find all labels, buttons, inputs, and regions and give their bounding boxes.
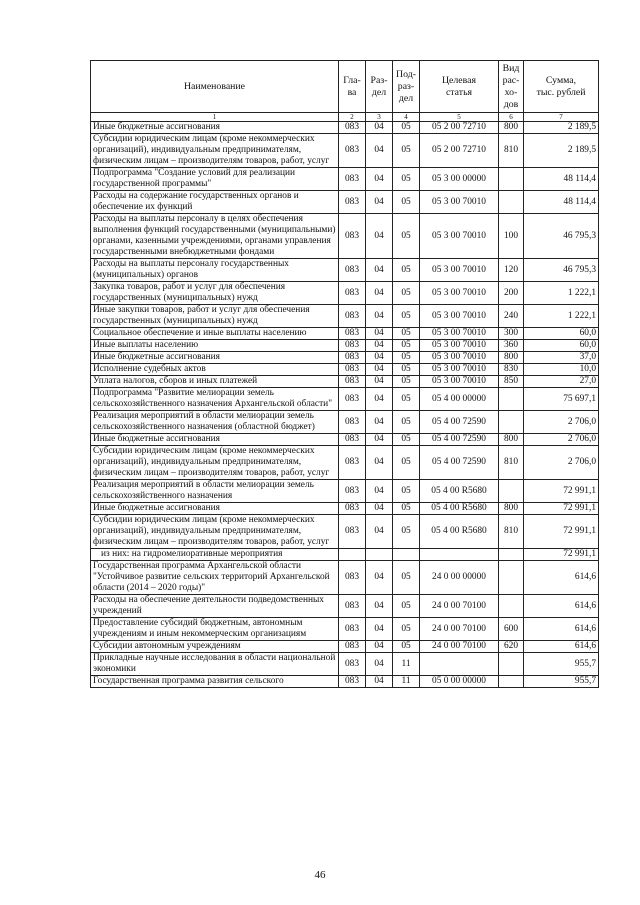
table-cell-podrazdel: 05 bbox=[393, 328, 420, 340]
table-row bbox=[91, 388, 599, 411]
table-cell-target: 05 4 00 R5680 bbox=[420, 503, 499, 515]
table-cell-name: Иные бюджетные ассигнования bbox=[91, 122, 339, 134]
table-row bbox=[91, 352, 599, 364]
header-sum: Сумма, тыс. рублей bbox=[524, 61, 599, 113]
table-cell-razdel: 04 bbox=[366, 503, 393, 515]
table-cell-name: Подпрограмма "Создание условий для реализации государственной программы" bbox=[91, 168, 339, 191]
table-cell-target: 05 3 00 70010 bbox=[420, 191, 499, 214]
table-cell-name: Иные бюджетные ассигнования bbox=[91, 434, 339, 446]
table-cell-vid: 120 bbox=[499, 259, 524, 282]
table-cell-name: Субсидии юридическим лицам (кроме некоммерческих организаций), индивидуальным предпринимателям, физическим лицам – производителям товаров, работ, услуг bbox=[91, 446, 339, 480]
table-cell-name: Субсидии юридическим лицам (кроме некоммерческих организаций), индивидуальным предпринимателям, физическим лицам – производителям товаров, работ, услуг bbox=[91, 134, 339, 168]
column-number: 5 bbox=[420, 113, 499, 122]
table-cell-sum: 60,0 bbox=[524, 340, 599, 352]
table-row bbox=[91, 595, 599, 618]
table-cell-podrazdel: 05 bbox=[393, 561, 420, 595]
table-cell-name: Уплата налогов, сборов и иных платежей bbox=[91, 376, 339, 388]
table-row bbox=[91, 446, 599, 480]
table-cell-razdel: 04 bbox=[366, 340, 393, 352]
table-cell-vid bbox=[499, 549, 524, 561]
table-cell-vid bbox=[499, 388, 524, 411]
table-cell-name: Иные бюджетные ассигнования bbox=[91, 352, 339, 364]
table-cell-vid: 810 bbox=[499, 134, 524, 168]
table-cell-sum: 614,6 bbox=[524, 595, 599, 618]
table-row bbox=[91, 503, 599, 515]
table-cell-vid bbox=[499, 595, 524, 618]
table-row bbox=[91, 259, 599, 282]
table-cell-name: Прикладные научные исследования в области национальной экономики bbox=[91, 653, 339, 676]
table-cell-sum: 72 991,1 bbox=[524, 480, 599, 503]
table-cell-sum: 72 991,1 bbox=[524, 515, 599, 549]
table-cell-glava: 083 bbox=[339, 328, 366, 340]
table-cell-vid bbox=[499, 653, 524, 676]
table-cell-glava: 083 bbox=[339, 411, 366, 434]
column-number: 6 bbox=[499, 113, 524, 122]
table-cell-podrazdel: 11 bbox=[393, 676, 420, 688]
table-cell-razdel: 04 bbox=[366, 595, 393, 618]
table-cell-vid: 240 bbox=[499, 305, 524, 328]
table-cell-vid: 800 bbox=[499, 503, 524, 515]
table-cell-glava: 083 bbox=[339, 259, 366, 282]
table-cell-glava: 083 bbox=[339, 134, 366, 168]
table-cell-name: Предоставление субсидий бюджетным, автономным учреждениям и иным некоммерческим организациям bbox=[91, 618, 339, 641]
table-cell-razdel: 04 bbox=[366, 134, 393, 168]
table-cell-razdel: 04 bbox=[366, 191, 393, 214]
table-cell-glava: 083 bbox=[339, 364, 366, 376]
table-cell-vid: 830 bbox=[499, 364, 524, 376]
table-cell-razdel: 04 bbox=[366, 446, 393, 480]
table-cell-podrazdel: 05 bbox=[393, 259, 420, 282]
header-row bbox=[91, 61, 599, 113]
table-cell-vid: 800 bbox=[499, 434, 524, 446]
table-cell-target: 05 4 00 R5680 bbox=[420, 515, 499, 549]
table-cell-name: Иные бюджетные ассигнования bbox=[91, 503, 339, 515]
table-cell-vid: 600 bbox=[499, 618, 524, 641]
column-number: 2 bbox=[339, 113, 366, 122]
table-cell-razdel: 04 bbox=[366, 480, 393, 503]
header-vid: Вид рас- хо- дов bbox=[499, 61, 524, 113]
table-cell-razdel: 04 bbox=[366, 376, 393, 388]
table-cell-sum: 48 114,4 bbox=[524, 168, 599, 191]
table-cell-target: 05 3 00 70010 bbox=[420, 364, 499, 376]
table-cell-target: 24 0 00 70100 bbox=[420, 618, 499, 641]
table-row bbox=[91, 340, 599, 352]
table-cell-sum: 2 706,0 bbox=[524, 411, 599, 434]
table-cell-sum: 614,6 bbox=[524, 641, 599, 653]
table-cell-podrazdel: 05 bbox=[393, 446, 420, 480]
table-cell-sum: 10,0 bbox=[524, 364, 599, 376]
table-cell-target: 05 3 00 00000 bbox=[420, 168, 499, 191]
table-row bbox=[91, 376, 599, 388]
table-cell-name: Закупка товаров, работ и услуг для обеспечения государственных (муниципальных) нужд bbox=[91, 282, 339, 305]
table-cell-podrazdel: 05 bbox=[393, 134, 420, 168]
table-cell-target: 05 4 00 72590 bbox=[420, 411, 499, 434]
column-number: 4 bbox=[393, 113, 420, 122]
table-cell-vid bbox=[499, 191, 524, 214]
table-row bbox=[91, 411, 599, 434]
table-cell-sum: 614,6 bbox=[524, 618, 599, 641]
table-cell-name: Реализация мероприятий в области мелиорации земель сельскохозяйственного назначения bbox=[91, 480, 339, 503]
table-cell-target: 05 2 00 72710 bbox=[420, 122, 499, 134]
table-row bbox=[91, 282, 599, 305]
table-cell-podrazdel: 05 bbox=[393, 376, 420, 388]
table-cell-glava: 083 bbox=[339, 561, 366, 595]
table-cell-podrazdel: 05 bbox=[393, 515, 420, 549]
table-cell-razdel bbox=[366, 549, 393, 561]
table-cell-glava bbox=[339, 549, 366, 561]
table-row bbox=[91, 561, 599, 595]
table-cell-vid bbox=[499, 168, 524, 191]
table-cell-sum: 2 706,0 bbox=[524, 446, 599, 480]
table-cell-sum: 75 697,1 bbox=[524, 388, 599, 411]
table-cell-podrazdel: 05 bbox=[393, 434, 420, 446]
table-cell-sum: 955,7 bbox=[524, 653, 599, 676]
table-cell-name: Исполнение судебных актов bbox=[91, 364, 339, 376]
table-cell-podrazdel: 11 bbox=[393, 653, 420, 676]
table-cell-target: 05 2 00 72710 bbox=[420, 134, 499, 168]
table-cell-vid bbox=[499, 411, 524, 434]
table-cell-glava: 083 bbox=[339, 641, 366, 653]
table-cell-glava: 083 bbox=[339, 446, 366, 480]
table-cell-target: 05 3 00 70010 bbox=[420, 328, 499, 340]
table-cell-glava: 083 bbox=[339, 122, 366, 134]
table-cell-vid: 360 bbox=[499, 340, 524, 352]
table-cell-glava: 083 bbox=[339, 340, 366, 352]
table-cell-razdel: 04 bbox=[366, 364, 393, 376]
table-cell-name: Иные выплаты населению bbox=[91, 340, 339, 352]
table-cell-vid: 800 bbox=[499, 352, 524, 364]
table-cell-name: Государственная программа Архангельской области "Устойчивое развитие сельских территорий Архангельской области (2014 – 2020 годы)" bbox=[91, 561, 339, 595]
table-cell-podrazdel: 05 bbox=[393, 388, 420, 411]
table-cell-name: Расходы на выплаты персоналу государственных (муниципальных) органов bbox=[91, 259, 339, 282]
table-cell-glava: 083 bbox=[339, 191, 366, 214]
table-cell-podrazdel: 05 bbox=[393, 122, 420, 134]
table-cell-target: 05 3 00 70010 bbox=[420, 376, 499, 388]
table-cell-name: Подпрограмма "Развитие мелиорации земель сельскохозяйственного назначения Архангельской области" bbox=[91, 388, 339, 411]
table-cell-vid: 200 bbox=[499, 282, 524, 305]
table-cell-sum: 2 706,0 bbox=[524, 434, 599, 446]
table-cell-target: 05 4 00 R5680 bbox=[420, 480, 499, 503]
table-cell-sum: 614,6 bbox=[524, 561, 599, 595]
table-cell-glava: 083 bbox=[339, 480, 366, 503]
header-podrazdel: Под- раз- дел bbox=[393, 61, 420, 113]
table-cell-podrazdel: 05 bbox=[393, 503, 420, 515]
table-cell-sum: 48 114,4 bbox=[524, 191, 599, 214]
column-number: 3 bbox=[366, 113, 393, 122]
table-cell-vid bbox=[499, 480, 524, 503]
table-row bbox=[91, 328, 599, 340]
table-cell-sum: 1 222,1 bbox=[524, 282, 599, 305]
budget-table bbox=[90, 60, 599, 688]
table-row bbox=[91, 191, 599, 214]
table-cell-target: 24 0 00 00000 bbox=[420, 561, 499, 595]
table-cell-target bbox=[420, 549, 499, 561]
table-cell-target: 05 3 00 70010 bbox=[420, 352, 499, 364]
table-cell-name: из них: на гидромелиоративные мероприятия bbox=[91, 549, 339, 561]
column-number: 7 bbox=[524, 113, 599, 122]
table-row bbox=[91, 480, 599, 503]
table-row bbox=[91, 134, 599, 168]
table-cell-razdel: 04 bbox=[366, 641, 393, 653]
table-cell-target: 05 0 00 00000 bbox=[420, 676, 499, 688]
table-cell-name: Социальное обеспечение и иные выплаты населению bbox=[91, 328, 339, 340]
table-cell-razdel: 04 bbox=[366, 411, 393, 434]
table-row bbox=[91, 305, 599, 328]
table-cell-razdel: 04 bbox=[366, 328, 393, 340]
table-cell-podrazdel: 05 bbox=[393, 191, 420, 214]
table-cell-razdel: 04 bbox=[366, 653, 393, 676]
table-cell-sum: 72 991,1 bbox=[524, 503, 599, 515]
table-cell-podrazdel: 05 bbox=[393, 411, 420, 434]
header-target: Целевая статья bbox=[420, 61, 499, 113]
table-row bbox=[91, 641, 599, 653]
table-cell-sum: 955,7 bbox=[524, 676, 599, 688]
table-cell-razdel: 04 bbox=[366, 168, 393, 191]
header-razdel: Раз- дел bbox=[366, 61, 393, 113]
table-cell-razdel: 04 bbox=[366, 515, 393, 549]
table-cell-sum: 46 795,3 bbox=[524, 259, 599, 282]
table-cell-vid: 100 bbox=[499, 214, 524, 259]
table-cell-target: 24 0 00 70100 bbox=[420, 641, 499, 653]
table-cell-name: Иные закупки товаров, работ и услуг для обеспечения государственных (муниципальных) нужд bbox=[91, 305, 339, 328]
table-cell-target: 05 4 00 00000 bbox=[420, 388, 499, 411]
table-cell-sum: 46 795,3 bbox=[524, 214, 599, 259]
table-cell-glava: 083 bbox=[339, 305, 366, 328]
table-row bbox=[91, 434, 599, 446]
table-cell-target: 05 4 00 72590 bbox=[420, 434, 499, 446]
table-cell-podrazdel: 05 bbox=[393, 352, 420, 364]
table-cell-razdel: 04 bbox=[366, 305, 393, 328]
table-cell-podrazdel: 05 bbox=[393, 618, 420, 641]
table-cell-vid bbox=[499, 676, 524, 688]
table-cell-razdel: 04 bbox=[366, 214, 393, 259]
table-cell-glava: 083 bbox=[339, 515, 366, 549]
table-cell-podrazdel bbox=[393, 549, 420, 561]
table-cell-podrazdel: 05 bbox=[393, 595, 420, 618]
table-row bbox=[91, 168, 599, 191]
table-cell-razdel: 04 bbox=[366, 388, 393, 411]
table-cell-sum: 60,0 bbox=[524, 328, 599, 340]
table-cell-sum: 27,0 bbox=[524, 376, 599, 388]
table-cell-name: Субсидии автономным учреждениям bbox=[91, 641, 339, 653]
table-cell-glava: 083 bbox=[339, 434, 366, 446]
table-cell-sum: 1 222,1 bbox=[524, 305, 599, 328]
table-cell-razdel: 04 bbox=[366, 122, 393, 134]
header-glava: Гла- ва bbox=[339, 61, 366, 113]
table-cell-podrazdel: 05 bbox=[393, 282, 420, 305]
table-cell-podrazdel: 05 bbox=[393, 641, 420, 653]
table-row bbox=[91, 618, 599, 641]
table-cell-target: 05 3 00 70010 bbox=[420, 340, 499, 352]
column-number: 1 bbox=[91, 113, 339, 122]
table-cell-sum: 2 189,5 bbox=[524, 134, 599, 168]
table-cell-razdel: 04 bbox=[366, 434, 393, 446]
table-row bbox=[91, 122, 599, 134]
table-cell-podrazdel: 05 bbox=[393, 168, 420, 191]
table-cell-glava: 083 bbox=[339, 214, 366, 259]
table-cell-vid: 850 bbox=[499, 376, 524, 388]
table-cell-name: Расходы на обеспечение деятельности подведомственных учреждений bbox=[91, 595, 339, 618]
table-cell-vid: 810 bbox=[499, 446, 524, 480]
table-cell-glava: 083 bbox=[339, 352, 366, 364]
table-row bbox=[91, 515, 599, 549]
table-cell-podrazdel: 05 bbox=[393, 305, 420, 328]
table-cell-glava: 083 bbox=[339, 503, 366, 515]
table-cell-podrazdel: 05 bbox=[393, 480, 420, 503]
table-cell-razdel: 04 bbox=[366, 618, 393, 641]
table-cell-podrazdel: 05 bbox=[393, 364, 420, 376]
table-cell-glava: 083 bbox=[339, 676, 366, 688]
table-cell-name: Расходы на выплаты персоналу в целях обеспечения выполнения функций государственными (муниципальными) органами, казенными учреждениями, органами управления государственными внебюджетными фондами bbox=[91, 214, 339, 259]
table-cell-sum: 72 991,1 bbox=[524, 549, 599, 561]
table-cell-glava: 083 bbox=[339, 618, 366, 641]
table-cell-target: 05 3 00 70010 bbox=[420, 282, 499, 305]
table-cell-target bbox=[420, 653, 499, 676]
table-row bbox=[91, 676, 599, 688]
header-name: Наименование bbox=[91, 61, 339, 113]
table-cell-razdel: 04 bbox=[366, 259, 393, 282]
table-cell-name: Субсидии юридическим лицам (кроме некоммерческих организаций), индивидуальным предпринимателям, физическим лицам – производителям товаров, работ, услуг bbox=[91, 515, 339, 549]
table-cell-vid: 810 bbox=[499, 515, 524, 549]
table-cell-target: 05 3 00 70010 bbox=[420, 305, 499, 328]
table-row bbox=[91, 653, 599, 676]
page-number: 46 bbox=[314, 869, 326, 881]
table-cell-target: 24 0 00 70100 bbox=[420, 595, 499, 618]
table-cell-sum: 37,0 bbox=[524, 352, 599, 364]
table-cell-glava: 083 bbox=[339, 376, 366, 388]
table-cell-glava: 083 bbox=[339, 653, 366, 676]
table-cell-name: Расходы на содержание государственных органов и обеспечение их функций bbox=[91, 191, 339, 214]
table-cell-glava: 083 bbox=[339, 168, 366, 191]
table-cell-sum: 2 189,5 bbox=[524, 122, 599, 134]
table-cell-razdel: 04 bbox=[366, 282, 393, 305]
table-cell-target: 05 3 00 70010 bbox=[420, 214, 499, 259]
table-cell-vid bbox=[499, 561, 524, 595]
table-cell-razdel: 04 bbox=[366, 352, 393, 364]
table-cell-glava: 083 bbox=[339, 388, 366, 411]
table-cell-name: Государственная программа развития сельского bbox=[91, 676, 339, 688]
table-cell-glava: 083 bbox=[339, 282, 366, 305]
column-number-row bbox=[91, 113, 599, 122]
table-cell-razdel: 04 bbox=[366, 676, 393, 688]
table-cell-vid: 620 bbox=[499, 641, 524, 653]
table-cell-vid: 300 bbox=[499, 328, 524, 340]
table-cell-target: 05 4 00 72590 bbox=[420, 446, 499, 480]
table-row bbox=[91, 364, 599, 376]
table-cell-razdel: 04 bbox=[366, 561, 393, 595]
table-cell-vid: 800 bbox=[499, 122, 524, 134]
table-row bbox=[91, 214, 599, 259]
table-cell-glava: 083 bbox=[339, 595, 366, 618]
table-cell-name: Реализация мероприятий в области мелиорации земель сельскохозяйственного назначения (областной бюджет) bbox=[91, 411, 339, 434]
table-cell-podrazdel: 05 bbox=[393, 214, 420, 259]
table-cell-target: 05 3 00 70010 bbox=[420, 259, 499, 282]
table-row bbox=[91, 549, 599, 561]
table-cell-podrazdel: 05 bbox=[393, 340, 420, 352]
